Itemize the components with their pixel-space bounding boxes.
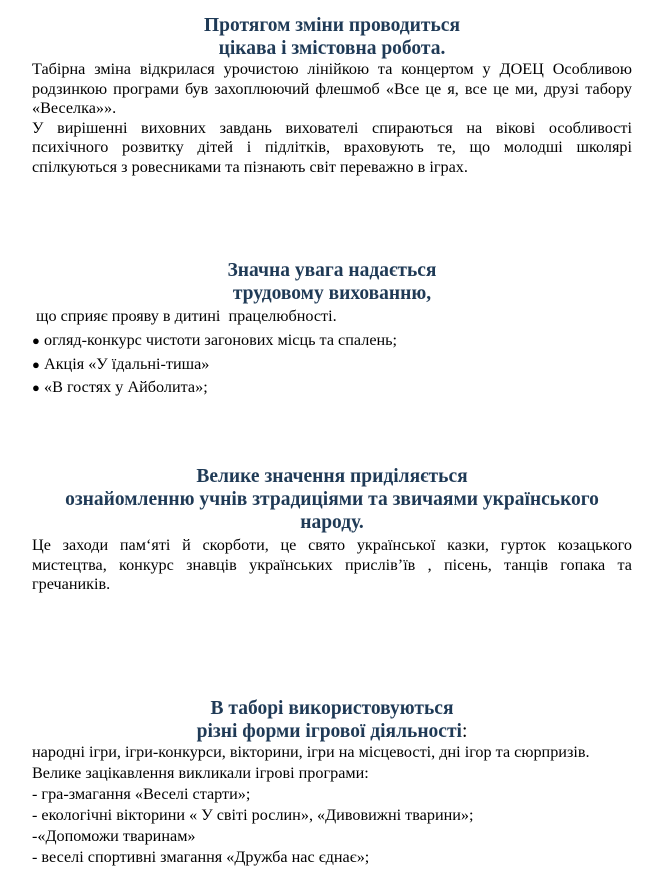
bullet-icon: ●: [32, 380, 40, 395]
heading-line: В таборі використовуються: [210, 698, 454, 719]
list-item: - гра-змагання «Веселі старти»;: [32, 784, 251, 803]
heading-line: ознайомленню учнів зтрадиціями та звичаями українського: [65, 489, 599, 510]
list-item: ● Акція «У їдальні-тиша»: [32, 353, 632, 377]
section-heading: [32, 465, 632, 534]
paragraph: Це заходи пам‘яті й скорботи, це свято української казки, гурток козацького мистецтва, конкурс знавців українських прислів’їв , пісень, танців гопака та гречаників.: [32, 536, 632, 593]
list-item: - екологічні вікторини « У світі рослин», «Дивовижні тварини»;: [32, 805, 474, 824]
list-item: ● огляд-конкурс чистоти загонових місць та спалень;: [32, 329, 632, 353]
heading-line: Протягом зміни проводиться: [203, 15, 460, 36]
section-games: [32, 697, 632, 868]
dash-list: [32, 784, 632, 868]
heading-line: трудовому вихованню,: [232, 283, 432, 304]
intro-text: що сприяє прояву в дитині працелюбності.: [32, 307, 337, 325]
list-item: -«Допоможи тваринам»: [32, 826, 196, 845]
section-heading: [32, 14, 632, 60]
paragraph: Табірна зміна відкрилася урочистою лінійкою та концертом у ДОЕЦ Особливою родзинкою програми був захоплюючий флешмоб «Все це я, все це ми, друзі табору «Веселка»».: [32, 60, 632, 117]
heading-colon: :: [461, 721, 468, 742]
section-traditions: [32, 465, 632, 595]
list-item: ● «В гостях у Айболита»;: [32, 376, 632, 400]
heading-line: народу.: [300, 512, 364, 533]
section-labor-education: [32, 259, 632, 400]
heading-line: Значна увага надається: [227, 260, 437, 281]
heading-line: різні форми ігрової діяльності: [196, 721, 462, 742]
heading-line: цікава і змістовна робота.: [218, 38, 446, 59]
list-item: - веселі спортивні змагання «Дружба нас єднає»;: [32, 847, 370, 866]
section-heading: [32, 697, 632, 743]
bullet-icon: ●: [32, 356, 40, 372]
bullet-icon: ●: [32, 333, 40, 348]
paragraph: У вирішенні виховних завдань вихователі спираються на вікові особливості психічного розвитку дітей і підлітків, враховують те, що молодші школярі спілкуються з ровесниками та пізнають світ переважно в іграх.: [32, 118, 632, 176]
bullet-list: [32, 329, 632, 400]
paragraph: народні ігри, ігри-конкурси, вікторини, ігри на місцевості, дні ігор та сюрпризів.: [32, 743, 590, 761]
subheading: Велике зацікавлення викликали ігрові програми:: [32, 763, 369, 782]
section-heading: [32, 259, 632, 305]
heading-line: Велике значення приділяється: [196, 466, 468, 487]
section-camp-work: [32, 14, 632, 177]
